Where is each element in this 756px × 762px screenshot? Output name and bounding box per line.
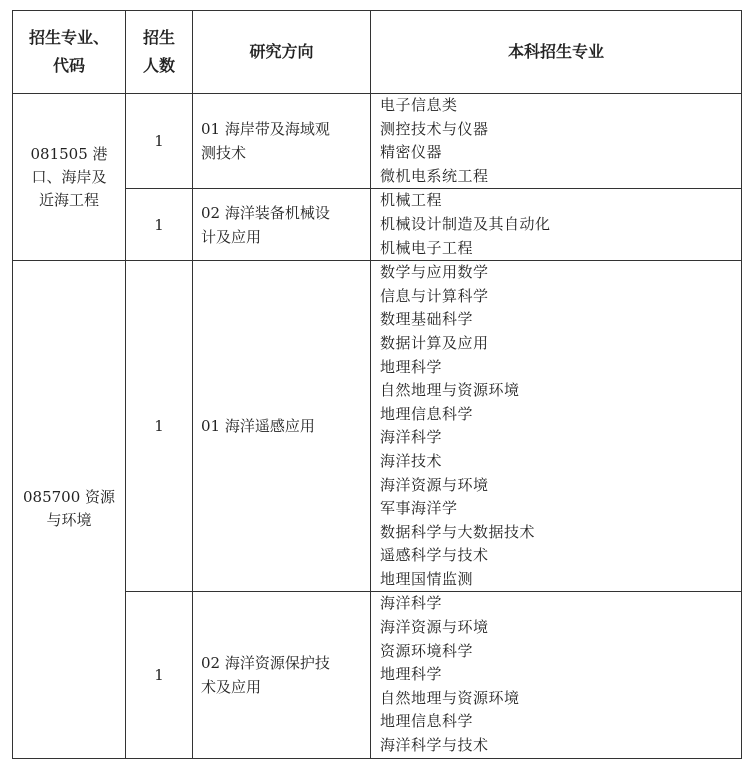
undergrad-item: 自然地理与资源环境	[380, 381, 520, 400]
undergrad-item: 地理科学	[380, 357, 443, 376]
admissions-table-wrapper	[12, 10, 742, 759]
count-cell: 1	[126, 592, 193, 758]
header-count-line2: 人数	[142, 56, 175, 75]
undergrad-item: 自然地理与资源环境	[380, 688, 520, 707]
undergrad-item: 地理科学	[380, 665, 443, 684]
admissions-table	[12, 10, 742, 759]
header-major-line2: 代码	[52, 56, 85, 75]
undergrad-item: 数据计算及应用	[380, 333, 489, 352]
undergrad-cell	[371, 189, 742, 261]
header-count	[126, 11, 193, 94]
undergrad-item: 海洋科学与技术	[380, 736, 489, 755]
direction-cell	[193, 94, 371, 189]
undergrad-item: 测控技术与仪器	[380, 119, 489, 138]
undergrad-item: 海洋科学	[380, 428, 443, 447]
table-row	[13, 94, 742, 189]
undergrad-item: 军事海洋学	[380, 499, 458, 518]
header-count-line1: 招生	[142, 28, 175, 47]
count-cell: 1	[126, 261, 193, 592]
major-line: 口、海岸及	[31, 167, 107, 186]
undergrad-item: 海洋科学	[380, 594, 443, 613]
count-cell: 1	[126, 189, 193, 261]
undergrad-item: 电子信息类	[380, 96, 458, 114]
undergrad-item: 数理基础科学	[380, 310, 474, 329]
undergrad-item: 地理国情监测	[380, 569, 474, 588]
undergrad-item: 海洋资源与环境	[380, 475, 489, 494]
undergrad-item: 海洋资源与环境	[380, 618, 489, 637]
undergrad-item: 资源环境科学	[380, 641, 474, 660]
direction-line: 01 海岸带及海域观	[201, 120, 330, 139]
undergrad-item: 地理信息科学	[380, 712, 474, 731]
undergrad-item: 精密仪器	[380, 143, 443, 162]
header-row	[13, 11, 742, 94]
major-cell	[13, 261, 126, 758]
direction-line: 02 海洋装备机械设	[201, 203, 330, 222]
direction-line: 02 海洋资源保护技	[201, 654, 330, 673]
undergrad-item: 机械设计制造及其自动化	[380, 214, 551, 233]
undergrad-item: 数学与应用数学	[380, 263, 489, 282]
direction-line: 01 海洋遥感应用	[201, 417, 315, 436]
major-line: 近海工程	[38, 190, 99, 209]
header-direction: 研究方向	[193, 11, 371, 94]
undergrad-cell	[371, 592, 742, 758]
header-major	[13, 11, 126, 94]
header-major-line1: 招生专业、	[28, 28, 109, 47]
major-cell	[13, 94, 126, 261]
major-line: 与环境	[46, 511, 92, 530]
undergrad-item: 机械工程	[380, 191, 443, 210]
undergrad-item: 微机电系统工程	[380, 166, 489, 185]
table-row	[13, 261, 742, 592]
direction-cell	[193, 189, 371, 261]
major-line: 081505 港	[30, 144, 108, 163]
direction-line: 术及应用	[201, 678, 262, 697]
undergrad-cell	[371, 261, 742, 592]
undergrad-item: 数据科学与大数据技术	[380, 522, 536, 541]
direction-cell	[193, 592, 371, 758]
undergrad-cell	[371, 94, 742, 189]
undergrad-item: 机械电子工程	[380, 238, 474, 257]
direction-line: 计及应用	[201, 227, 262, 246]
undergrad-item: 地理信息科学	[380, 404, 474, 423]
undergrad-item: 海洋技术	[380, 451, 443, 470]
major-line: 085700 资源	[22, 488, 116, 507]
undergrad-item: 遥感科学与技术	[380, 546, 489, 565]
undergrad-item: 信息与计算科学	[380, 286, 489, 305]
count-cell: 1	[126, 94, 193, 189]
direction-cell	[193, 261, 371, 592]
direction-line: 测技术	[201, 144, 247, 163]
header-undergrad: 本科招生专业	[371, 11, 742, 94]
